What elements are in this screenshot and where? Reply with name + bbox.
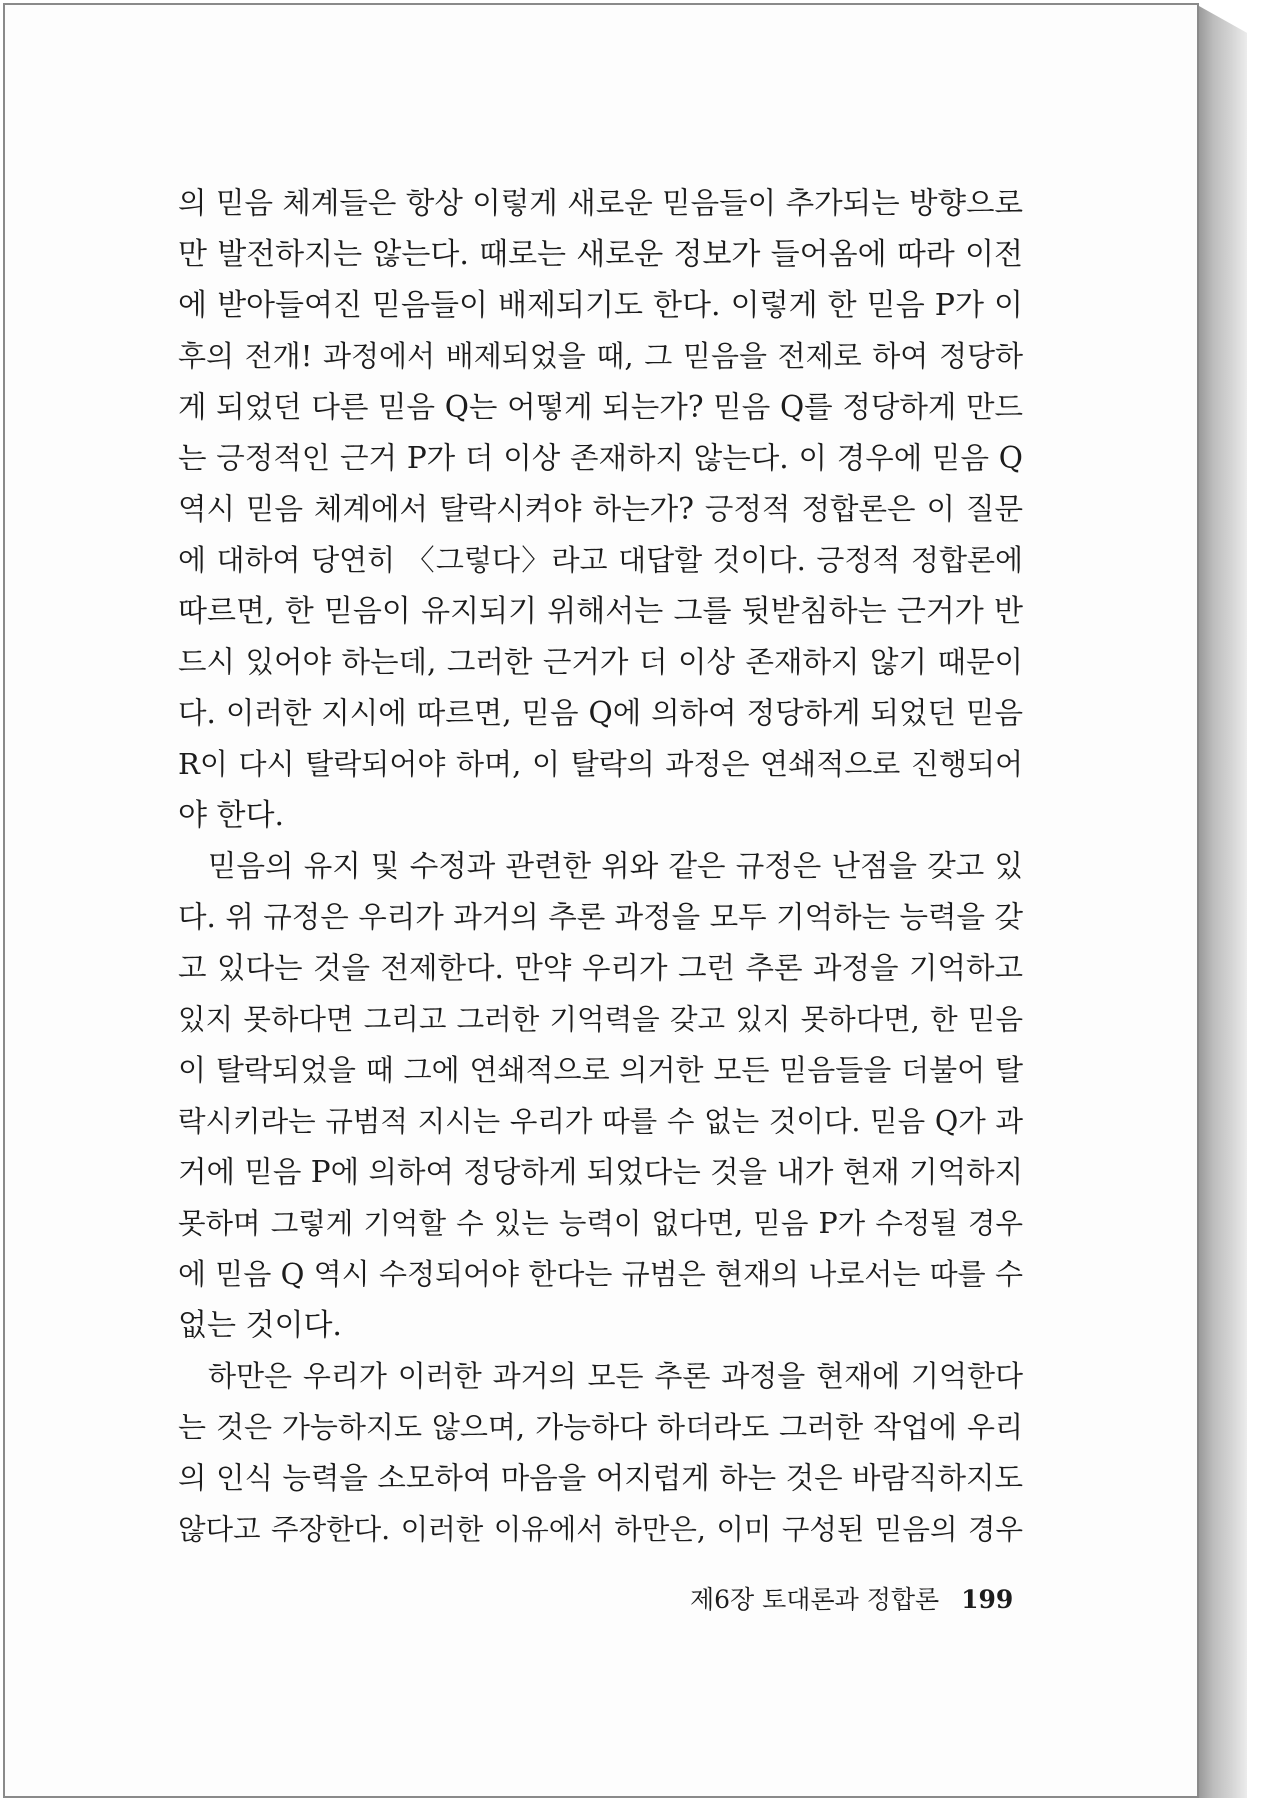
page-number: 199 bbox=[961, 1585, 1014, 1614]
text-line: 의 인식 능력을 소모하여 마음을 어지럽게 하는 것은 바람직하지도 bbox=[178, 1461, 1023, 1495]
text-line: 않다고 주장한다. 이러한 이유에서 하만은, 이미 구성된 믿음의 경우 bbox=[178, 1513, 1023, 1546]
text-line: 따르면, 한 믿음이 유지되기 위해서는 그를 뒷받침하는 근거가 반 bbox=[178, 594, 1023, 629]
text-line: 하만은 우리가 이러한 과거의 모든 추론 과정을 현재에 기억한다 bbox=[208, 1359, 1023, 1393]
text-line: 후의 전개! 과정에서 배제되었을 때, 그 믿음을 전제로 하여 정당하 bbox=[178, 339, 1023, 373]
body-text bbox=[178, 178, 1023, 1555]
text-line: 는 것은 가능하지도 않으며, 가능하다 하더라도 그러한 작업에 우리 bbox=[178, 1410, 1023, 1444]
text-line: 거에 믿음 P에 의하여 정당하게 되었다는 것을 내가 현재 기억하지 bbox=[178, 1155, 1024, 1189]
text-line: 에 대하여 당연히 〈그렇다〉라고 대답할 것이다. 긍정적 정합론에 bbox=[178, 543, 1023, 577]
text-line: 못하며 그렇게 기억할 수 있는 능력이 없다면, 믿음 P가 수정될 경우 bbox=[178, 1207, 1023, 1240]
running-footer bbox=[690, 1580, 1013, 1616]
text-line: R이 다시 탈락되어야 하며, 이 탈락의 과정은 연쇄적으로 진행되어 bbox=[178, 747, 1023, 781]
text-line: 믿음의 유지 및 수정과 관련한 위와 같은 규정은 난점을 갖고 있 bbox=[208, 849, 1023, 883]
text-line: 없는 것이다. bbox=[178, 1308, 342, 1343]
text-line: 락시키라는 규범적 지시는 우리가 따를 수 없는 것이다. 믿음 Q가 과 bbox=[178, 1105, 1023, 1138]
text-line: 는 긍정적인 근거 P가 더 이상 존재하지 않는다. 이 경우에 믿음 Q bbox=[178, 441, 1023, 475]
text-line: 게 되었던 다른 믿음 Q는 어떻게 되는가? 믿음 Q를 정당하게 만드 bbox=[178, 390, 1023, 424]
text-line: 역시 믿음 체계에서 탈락시켜야 하는가? 긍정적 정합론은 이 질문 bbox=[178, 492, 1023, 526]
text-line: 드시 있어야 하는데, 그러한 근거가 더 이상 존재하지 않기 때문이 bbox=[178, 645, 1023, 679]
text-line: 고 있다는 것을 전제한다. 만약 우리가 그런 추론 과정을 기억하고 bbox=[178, 951, 1023, 985]
text-line: 에 믿음 Q 역시 수정되어야 한다는 규범은 현재의 나로서는 따를 수 bbox=[178, 1257, 1023, 1291]
text-line: 에 받아들여진 믿음들이 배제되기도 한다. 이렇게 한 믿음 P가 이 bbox=[178, 288, 1023, 323]
text-line: 다. 위 규정은 우리가 과거의 추론 과정을 모두 기억하는 능력을 갖 bbox=[178, 900, 1023, 934]
text-line: 이 탈락되었을 때 그에 연쇄적으로 의거한 모든 믿음들을 더불어 탈 bbox=[178, 1053, 1023, 1087]
text-line: 만 발전하지는 않는다. 때로는 새로운 정보가 들어옴에 따라 이전 bbox=[178, 237, 1023, 272]
text-line: 다. 이러한 지시에 따르면, 믿음 Q에 의하여 정당하게 되었던 믿음 bbox=[178, 696, 1023, 730]
text-line: 있지 못하다면 그리고 그러한 기억력을 갖고 있지 못하다면, 한 믿음 bbox=[178, 1003, 1023, 1036]
text-line: 야 한다. bbox=[178, 798, 285, 833]
text-line: 의 믿음 체계들은 항상 이렇게 새로운 믿음들이 추가되는 방향으로 bbox=[178, 186, 1023, 220]
chapter-title: 제6장 토대론과 정합론 bbox=[690, 1585, 940, 1614]
page-edge-shadow bbox=[1199, 6, 1247, 1798]
